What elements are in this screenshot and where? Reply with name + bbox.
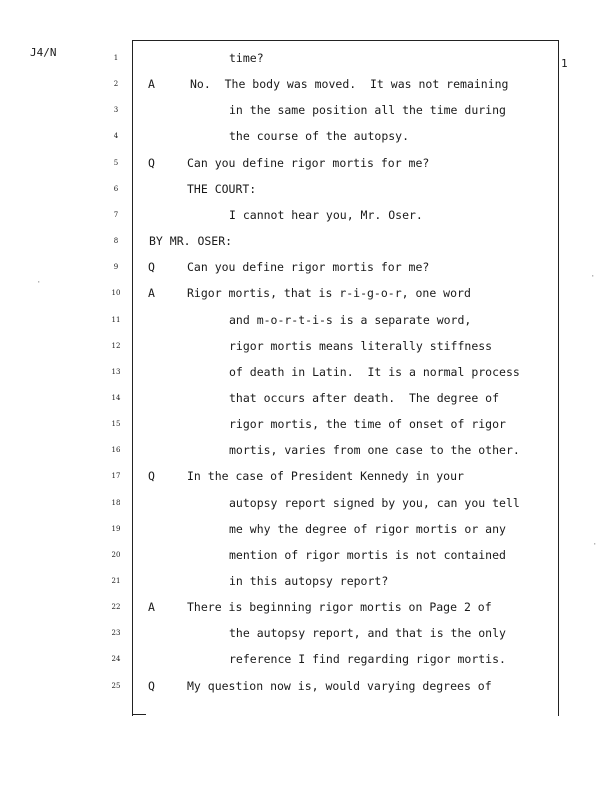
line-number: 18 [111,498,121,507]
line-text: No. The body was moved. It was not remaining [190,77,509,92]
line-number: 8 [113,237,119,246]
transcript-line [0,597,560,617]
transcript-line [0,414,560,434]
speaker-label: Q [148,155,155,170]
line-number: 3 [113,106,119,115]
line-text: mention of rigor mortis is not contained [229,547,506,562]
line-number: 24 [111,655,121,664]
line-text: THE COURT: [187,181,257,196]
transcript-line [0,205,560,225]
transcript-line [0,179,560,199]
line-text: autopsy report signed by you, can you tell [229,495,520,510]
transcript-line [0,310,560,330]
transcript-line [0,362,560,382]
transcript-line [0,676,560,696]
line-text: the course of the autopsy. [229,129,410,144]
line-number: 13 [111,367,121,376]
line-text: reference I find regarding rigor mortis. [229,652,506,667]
line-number: 19 [111,524,121,533]
line-number: 4 [113,132,119,141]
line-text: BY MR. OSER: [149,234,233,249]
line-text: rigor mortis means literally stiffness [229,338,493,353]
line-number: 12 [111,341,121,350]
line-number: 2 [113,80,119,89]
line-text: Can you define rigor mortis for me? [187,155,430,170]
line-text: and m-o-r-t-i-s is a separate word, [229,312,472,327]
line-text: In the case of President Kennedy in your [187,469,464,484]
transcript-line [0,48,560,68]
line-text: of death in Latin. It is a normal process [229,364,520,379]
line-number: 23 [111,629,121,638]
line-text: in the same position all the time during [229,103,506,118]
line-number: 7 [113,210,119,219]
line-number: 15 [111,420,121,429]
transcript-line [0,257,560,277]
line-text: rigor mortis, the time of onset of rigor [229,417,506,432]
line-text: in this autopsy report? [229,574,389,588]
line-text: that occurs after death. The degree of [229,390,500,405]
speaker-label: Q [148,260,155,275]
line-text: There is beginning rigor mortis on Page 2 of [187,600,492,615]
line-number: 5 [113,158,119,167]
transcript-line [0,571,560,591]
line-text: I cannot hear you, Mr. Oser. [229,207,423,222]
speaker-label: A [148,600,155,615]
scan-speck: · [590,272,596,282]
line-number: 17 [111,472,121,481]
transcript-line [0,519,560,539]
scan-speck: · [592,540,598,550]
transcript-line [0,493,560,513]
line-text: Rigor mortis, that is r-i-g-o-r, one word [187,286,471,301]
line-text: time? [229,51,264,65]
transcript-line [0,649,560,669]
transcript-line [0,231,560,251]
transcript-line [0,336,560,356]
transcript-line [0,153,560,173]
transcript-line [0,388,560,408]
transcript-line [0,466,560,486]
line-number: 1 [113,54,119,62]
line-number: 16 [111,446,121,455]
scan-speck: · [36,278,42,288]
page-id: J4/N [30,46,57,59]
line-number: 22 [111,603,121,612]
line-text: Can you define rigor mortis for me? [187,260,430,275]
line-number: 14 [111,393,121,402]
page-number: 1 [561,57,568,70]
line-number: 11 [111,315,121,324]
transcript-line [0,283,560,303]
line-number: 20 [111,550,121,559]
transcript-line [0,74,560,94]
transcript-frame-bottom [132,714,146,715]
line-number: 10 [111,289,121,298]
transcript-line [0,100,560,120]
speaker-label: A [148,286,155,301]
transcript-line [0,623,560,643]
speaker-label: A [148,77,155,92]
line-text: My question now is, would varying degrees of [187,678,492,693]
line-text: mortis, varies from one case to the other. [229,443,520,458]
line-number: 21 [111,577,121,585]
speaker-label: Q [148,678,155,693]
line-number: 6 [113,184,119,193]
line-text: the autopsy report, and that is the only [229,626,506,641]
transcript-line [0,126,560,146]
transcript-line [0,545,560,565]
line-number: 25 [111,681,121,690]
line-text: me why the degree of rigor mortis or any [229,521,506,536]
transcript-line [0,440,560,460]
line-number: 9 [113,263,119,272]
speaker-label: Q [148,469,155,484]
